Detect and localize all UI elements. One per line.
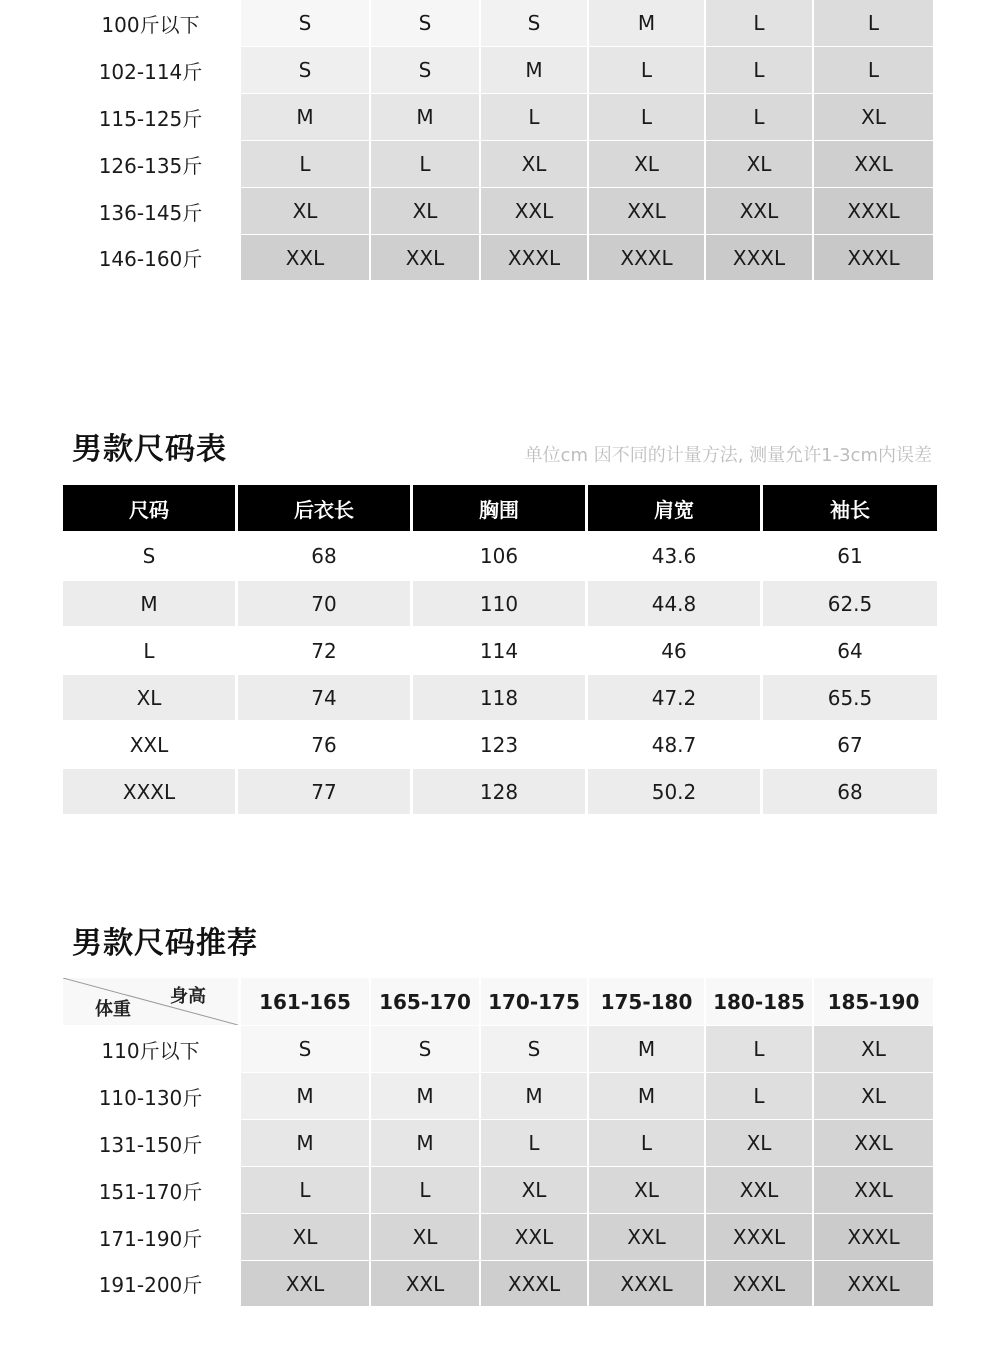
size-cell: L [241, 141, 369, 187]
table-cell: 70 [238, 581, 410, 626]
table-cell: 128 [413, 769, 585, 814]
table-cell: XXXL [63, 769, 235, 814]
table-cell: 64 [837, 638, 863, 663]
size-cell: M [241, 94, 369, 140]
height-header: 170-175 [481, 978, 587, 1025]
table-row [63, 533, 937, 578]
size-cell: L [589, 47, 704, 93]
size-cell: XXXL [814, 1214, 933, 1260]
size-cell: S [371, 0, 479, 46]
size-cell: XXL [814, 1120, 933, 1166]
size-cell: XL [814, 94, 933, 140]
size-cell: L [706, 94, 812, 140]
weight-label: 191-200斤 [63, 1261, 238, 1306]
table-row [63, 47, 933, 93]
size-cell: M [589, 0, 704, 46]
size-cell: L [481, 94, 587, 140]
size-cell: XXL [241, 235, 369, 280]
size-cell: M [241, 1073, 369, 1119]
size-cell: XXL [589, 1214, 704, 1260]
table-row [63, 1120, 933, 1166]
size-cell: XXL [481, 1214, 587, 1260]
table-row [63, 1214, 933, 1260]
size-cell: XL [814, 1073, 933, 1119]
table-cell: 68 [763, 769, 937, 814]
size-chart-table [63, 485, 937, 815]
size-cell: S [241, 0, 369, 46]
table-cell: 76 [311, 732, 337, 757]
table-cell: 65.5 [763, 675, 937, 720]
size-cell: XXL [706, 188, 812, 234]
size-cell: XL [814, 1026, 933, 1072]
size-cell: M [481, 47, 587, 93]
size-cell: XL [589, 1167, 704, 1213]
size-cell: L [814, 47, 933, 93]
weight-label: 102-114斤 [63, 47, 238, 93]
table-row [63, 1026, 933, 1072]
weight-label: 131-150斤 [63, 1120, 238, 1166]
table-cell: S [142, 543, 156, 568]
size-cell: S [371, 47, 479, 93]
table-cell: 74 [238, 675, 410, 720]
column-header: 胸围 [413, 485, 585, 531]
weight-label: 100斤以下 [63, 0, 238, 46]
table-row [63, 1167, 933, 1213]
size-cell: XL [706, 141, 812, 187]
height-header: 165-170 [371, 978, 479, 1025]
size-cell: XXXL [814, 188, 933, 234]
size-cell: XL [481, 1167, 587, 1213]
table-cell: 61 [837, 543, 863, 568]
table-row [63, 581, 937, 626]
weight-label: 151-170斤 [63, 1167, 238, 1213]
table-row [63, 722, 937, 767]
size-cell: XL [481, 141, 587, 187]
table-header-row [63, 485, 937, 531]
column-header: 后衣长 [238, 485, 410, 531]
size-cell: XXXL [706, 235, 812, 280]
table-row [63, 0, 933, 46]
table-cell: 67 [837, 732, 863, 757]
recommend-title: 男款尺码推荐 [72, 926, 258, 961]
table-cell: 44.8 [588, 581, 760, 626]
corner-weight-label: 体重 [95, 999, 131, 1020]
size-cell: L [814, 0, 933, 46]
table-row [63, 769, 937, 814]
size-cell: M [589, 1073, 704, 1119]
table-cell: 123 [479, 732, 519, 757]
size-cell: XXL [814, 141, 933, 187]
weight-label: 110斤以下 [63, 1026, 238, 1072]
size-cell: L [706, 1026, 812, 1072]
size-cell: XXXL [706, 1261, 812, 1306]
size-cell: S [241, 1026, 369, 1072]
weight-label: 136-145斤 [63, 188, 238, 234]
size-cell: XXXL [814, 1261, 933, 1306]
size-cell: L [481, 1120, 587, 1166]
table-header-row [63, 978, 933, 1025]
table-cell: 77 [238, 769, 410, 814]
table-row [63, 1073, 933, 1119]
size-cell: L [371, 141, 479, 187]
table-cell: 110 [413, 581, 585, 626]
size-cell: XL [589, 141, 704, 187]
height-header: 161-165 [241, 978, 369, 1025]
size-cell: XL [241, 1214, 369, 1260]
height-header: 175-180 [589, 978, 704, 1025]
weight-label: 171-190斤 [63, 1214, 238, 1260]
size-cell: XXL [706, 1167, 812, 1213]
size-cell: S [481, 1026, 587, 1072]
size-cell: XXL [481, 188, 587, 234]
table-cell: 68 [311, 543, 337, 568]
table-row [63, 94, 933, 140]
table-cell: 62.5 [763, 581, 937, 626]
table-row [63, 188, 933, 234]
size-cell: L [241, 1167, 369, 1213]
size-cell: M [371, 94, 479, 140]
size-cell: XXL [241, 1261, 369, 1306]
table-cell: 50.2 [588, 769, 760, 814]
height-header: 180-185 [706, 978, 812, 1025]
weight-label: 115-125斤 [63, 94, 238, 140]
size-cell: M [371, 1120, 479, 1166]
column-header: 尺码 [63, 485, 235, 531]
table-cell: 106 [479, 543, 519, 568]
corner-height-label: 身高 [170, 986, 206, 1007]
table-cell: XXL [129, 732, 169, 757]
size-cell: XXXL [481, 235, 587, 280]
size-cell: XL [706, 1120, 812, 1166]
size-cell: XXL [371, 1261, 479, 1306]
table-cell: 46 [661, 638, 687, 663]
size-cell: XXL [589, 188, 704, 234]
size-cell: XXXL [706, 1214, 812, 1260]
table-cell: L [143, 638, 155, 663]
size-cell: XXXL [589, 235, 704, 280]
table-row [63, 141, 933, 187]
height-header: 185-190 [814, 978, 933, 1025]
table-cell: 48.7 [651, 732, 697, 757]
weight-label: 126-135斤 [63, 141, 238, 187]
table-cell: XL [63, 675, 235, 720]
diagonal-divider [63, 978, 238, 1025]
weight-label: 146-160斤 [63, 235, 238, 280]
table-row [63, 1261, 933, 1306]
size-cell: XXL [814, 1167, 933, 1213]
size-cell: L [706, 47, 812, 93]
top-size-grid [63, 0, 933, 280]
size-cell: XXXL [589, 1261, 704, 1306]
size-cell: XL [371, 188, 479, 234]
size-chart-title: 男款尺码表 [72, 432, 227, 467]
measurement-note: 单位cm 因不同的计量方法, 测量允许1-3cm内误差 [524, 445, 932, 466]
size-cell: XL [371, 1214, 479, 1260]
table-cell: 43.6 [651, 543, 697, 568]
size-cell: XXXL [481, 1261, 587, 1306]
column-header: 肩宽 [588, 485, 760, 531]
size-cell: L [589, 1120, 704, 1166]
column-header: 袖长 [763, 485, 937, 531]
size-cell: S [481, 0, 587, 46]
size-cell: M [589, 1026, 704, 1072]
size-cell: XXL [371, 235, 479, 280]
table-row [63, 235, 933, 280]
size-cell: XXXL [814, 235, 933, 280]
table-cell: 47.2 [588, 675, 760, 720]
weight-label: 110-130斤 [63, 1073, 238, 1119]
recommend-grid [63, 978, 933, 1306]
table-row [63, 628, 937, 673]
size-cell: M [241, 1120, 369, 1166]
table-cell: 72 [311, 638, 337, 663]
size-cell: XL [241, 188, 369, 234]
size-cell: L [589, 94, 704, 140]
size-cell: M [371, 1073, 479, 1119]
size-cell: S [241, 47, 369, 93]
size-cell: M [481, 1073, 587, 1119]
table-row [63, 675, 937, 720]
size-cell: L [706, 1073, 812, 1119]
size-cell: L [706, 0, 812, 46]
size-cell: S [371, 1026, 479, 1072]
size-cell: L [371, 1167, 479, 1213]
table-cell: 114 [479, 638, 519, 663]
table-cell: 118 [413, 675, 585, 720]
table-cell: M [63, 581, 235, 626]
table-corner-header [63, 978, 238, 1025]
